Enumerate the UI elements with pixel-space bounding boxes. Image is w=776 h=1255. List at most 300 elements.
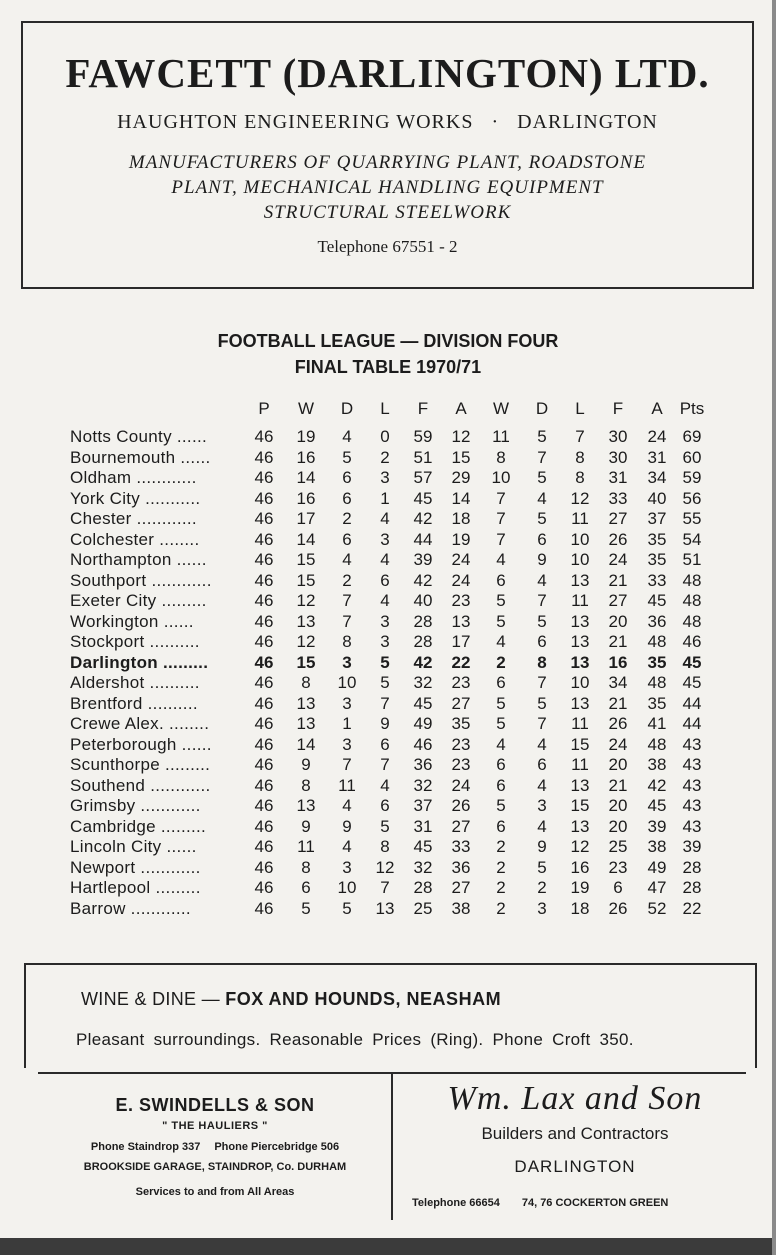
table-cell: 60 — [682, 447, 702, 467]
table-cell: 5 — [496, 796, 506, 815]
table-cell: 2 — [342, 509, 352, 528]
column-header: D — [535, 399, 549, 418]
table-cell: 46 — [254, 570, 274, 590]
table-cell: 5 — [301, 898, 311, 918]
table-row — [0, 714, 776, 734]
table-cell: 22 — [451, 652, 471, 672]
table-cell: 4 — [380, 550, 390, 569]
table-cell: 26 — [608, 714, 628, 733]
table-cell: 46 — [254, 898, 274, 918]
table-cell: 11 — [571, 509, 589, 528]
table-cell: 35 — [647, 652, 667, 672]
table-cell: 5 — [537, 468, 547, 487]
table-cell: 7 — [537, 591, 547, 610]
table-row — [0, 796, 776, 816]
column-header: L — [575, 399, 585, 418]
team-name: Southend ............ — [70, 775, 211, 795]
table-cell: 46 — [254, 447, 274, 467]
team-name: Workington ...... — [70, 611, 194, 631]
table-row — [0, 755, 776, 775]
table-cell: 26 — [608, 529, 628, 549]
table-cell: 43 — [682, 796, 702, 815]
table-cell: 41 — [647, 714, 667, 733]
table-cell: 45 — [682, 652, 702, 672]
team-name: Brentford .......... — [70, 693, 198, 713]
table-cell: 8 — [496, 447, 506, 467]
column-header: F — [612, 399, 624, 418]
table-cell: 42 — [413, 570, 433, 590]
table-cell: 40 — [413, 591, 433, 610]
table-cell: 44 — [413, 529, 433, 549]
table-cell: 13 — [570, 816, 590, 836]
table-cell: 5 — [496, 611, 506, 631]
table-cell: 3 — [380, 632, 390, 651]
table-cell: 24 — [608, 734, 628, 754]
table-cell: 46 — [254, 693, 274, 713]
table-cell: 12 — [570, 837, 590, 856]
table-cell: 10 — [337, 673, 357, 692]
table-cell: 26 — [608, 898, 628, 918]
column-header: A — [651, 399, 663, 418]
table-cell: 12 — [375, 857, 395, 877]
table-cell: 35 — [647, 529, 667, 549]
swindells-phone-2: Phone Piercebridge 506 — [214, 1141, 340, 1153]
table-cell: 15 — [451, 447, 471, 467]
table-cell: 7 — [496, 488, 506, 508]
table-cell: 9 — [301, 816, 311, 836]
table-cell: 25 — [608, 837, 628, 856]
table-cell: 13 — [570, 652, 590, 672]
table-cell: 46 — [254, 488, 274, 508]
table-cell: 59 — [682, 468, 702, 487]
table-cell: 59 — [413, 427, 433, 446]
table-cell: 4 — [342, 427, 352, 446]
table-cell: 6 — [342, 488, 352, 508]
table-cell: 5 — [380, 652, 390, 672]
table-cell: 2 — [537, 878, 547, 897]
fawcett-products-line2: PLANT, MECHANICAL HANDLING EQUIPMENT — [171, 177, 604, 198]
team-name: Stockport .......... — [70, 632, 200, 651]
table-row — [0, 694, 776, 714]
table-cell: 46 — [254, 652, 274, 672]
team-name: Colchester ........ — [70, 529, 200, 549]
lax-town: DARLINGTON — [514, 1157, 636, 1176]
table-cell: 3 — [380, 611, 390, 631]
table-cell: 13 — [296, 714, 316, 733]
wine-dine-title — [81, 989, 501, 1010]
table-cell: 36 — [647, 611, 667, 631]
table-cell: 5 — [380, 673, 390, 692]
table-row — [0, 448, 776, 468]
table-cell: 28 — [413, 632, 433, 651]
table-cell: 6 — [537, 529, 547, 549]
table-cell: 4 — [537, 775, 547, 795]
table-cell: 14 — [296, 734, 316, 754]
table-cell: 5 — [537, 427, 547, 446]
table-cell: 32 — [413, 857, 433, 877]
table-cell: 45 — [647, 591, 667, 610]
table-cell: 5 — [537, 693, 547, 713]
league-subtitle: FINAL TABLE 1970/71 — [294, 357, 482, 377]
fawcett-products — [23, 150, 752, 225]
table-cell: 8 — [380, 837, 390, 856]
table-row — [0, 858, 776, 878]
table-cell: 42 — [413, 509, 433, 528]
table-cell: 5 — [496, 714, 506, 733]
table-cell: 10 — [570, 529, 590, 549]
table-row — [0, 612, 776, 632]
table-cell: 3 — [380, 468, 390, 487]
column-header: Pts — [679, 399, 705, 418]
team-name: Crewe Alex. ........ — [70, 714, 210, 733]
table-cell: 30 — [608, 427, 628, 446]
table-cell: 8 — [342, 632, 352, 651]
table-cell: 23 — [451, 734, 471, 754]
table-cell: 24 — [451, 570, 471, 590]
table-cell: 6 — [537, 755, 547, 774]
table-cell: 4 — [537, 488, 547, 508]
table-row — [0, 735, 776, 755]
table-cell: 6 — [380, 796, 390, 815]
table-cell: 20 — [608, 816, 628, 836]
table-cell: 5 — [496, 693, 506, 713]
table-cell: 44 — [682, 693, 702, 713]
table-cell: 7 — [342, 611, 352, 631]
table-cell: 13 — [296, 693, 316, 713]
table-cell: 2 — [342, 570, 352, 590]
table-cell: 30 — [608, 447, 628, 467]
table-cell: 2 — [496, 652, 506, 672]
table-cell: 46 — [254, 611, 274, 631]
table-cell: 3 — [537, 796, 547, 815]
table-cell: 6 — [496, 775, 506, 795]
table-cell: 56 — [682, 488, 702, 508]
table-cell: 45 — [647, 796, 667, 815]
table-cell: 13 — [375, 898, 395, 918]
table-cell: 12 — [451, 427, 471, 446]
table-cell: 3 — [537, 898, 547, 918]
table-row — [0, 571, 776, 591]
team-name: Oldham ............ — [70, 468, 197, 487]
table-cell: 7 — [537, 447, 547, 467]
table-cell: 6 — [301, 878, 311, 897]
table-cell: 4 — [380, 775, 390, 795]
league-title: FOOTBALL LEAGUE — DIVISION FOUR — [217, 331, 559, 351]
table-cell: 11 — [297, 837, 315, 856]
table-cell: 45 — [413, 837, 433, 856]
swindells-phones — [40, 1141, 390, 1153]
table-cell: 43 — [682, 734, 702, 754]
team-name: Bournemouth ...... — [70, 447, 211, 467]
column-header: W — [297, 399, 315, 418]
wine-dine-tagline: Pleasant surroundings. Reasonable Prices (Ring). Phone Croft 350. — [76, 1030, 634, 1049]
lax-telephone: Telephone 66654 — [412, 1197, 500, 1209]
team-name: Cambridge ......... — [70, 816, 207, 836]
table-cell: 46 — [254, 796, 274, 815]
table-cell: 51 — [413, 447, 433, 467]
table-cell: 11 — [338, 775, 356, 795]
table-cell: 6 — [496, 673, 506, 692]
table-cell: 48 — [682, 611, 702, 631]
table-cell: 21 — [608, 775, 628, 795]
table-cell: 7 — [537, 673, 547, 692]
page-edge-shadow — [0, 1238, 776, 1255]
table-cell: 9 — [537, 550, 547, 569]
table-cell: 14 — [451, 488, 471, 508]
table-cell: 15 — [296, 570, 316, 590]
table-row — [0, 550, 776, 570]
table-cell: 13 — [570, 632, 590, 651]
fawcett-telephone: Telephone 67551 - 2 — [317, 237, 458, 256]
table-cell: 13 — [451, 611, 471, 631]
table-cell: 45 — [413, 693, 433, 713]
table-cell: 38 — [647, 837, 667, 856]
fawcett-products-line3: STRUCTURAL STEELWORK — [263, 202, 512, 223]
swindells-phone-1: Phone Staindrop 337 — [90, 1141, 201, 1153]
table-cell: 6 — [342, 468, 352, 487]
table-row — [0, 632, 776, 652]
table-row — [0, 509, 776, 529]
table-cell: 5 — [342, 898, 352, 918]
table-cell: 28 — [682, 857, 702, 877]
table-cell: 46 — [254, 714, 274, 733]
table-cell: 15 — [570, 796, 590, 815]
table-cell: 36 — [413, 755, 433, 774]
table-cell: 48 — [647, 673, 667, 692]
table-row — [0, 530, 776, 550]
table-cell: 7 — [575, 427, 585, 446]
table-cell: 19 — [570, 878, 590, 897]
table-cell: 39 — [413, 550, 433, 569]
table-cell: 7 — [380, 755, 390, 774]
table-cell: 23 — [451, 755, 471, 774]
table-cell: 9 — [380, 714, 390, 733]
table-cell: 13 — [570, 570, 590, 590]
column-header: W — [492, 399, 510, 418]
table-cell: 27 — [451, 693, 471, 713]
table-cell: 29 — [451, 468, 471, 487]
team-name: Scunthorpe ......... — [70, 755, 211, 774]
table-cell: 4 — [496, 734, 506, 754]
table-cell: 25 — [413, 898, 433, 918]
fawcett-town: DARLINGTON — [517, 111, 658, 133]
table-cell: 47 — [647, 878, 667, 897]
table-cell: 9 — [301, 755, 311, 774]
table-cell: 31 — [647, 447, 667, 467]
table-cell: 46 — [254, 878, 274, 897]
table-cell: 46 — [254, 755, 274, 774]
table-row — [0, 837, 776, 857]
column-header: F — [417, 399, 429, 418]
table-cell: 48 — [647, 632, 667, 651]
lax-name: Wm. Lax and Son — [447, 1080, 703, 1117]
table-cell: 3 — [342, 857, 352, 877]
table-cell: 44 — [682, 714, 702, 733]
table-cell: 19 — [296, 427, 316, 446]
table-cell: 32 — [413, 775, 433, 795]
team-name: Lincoln City ...... — [70, 837, 197, 856]
table-cell: 33 — [608, 488, 628, 508]
table-cell: 2 — [380, 447, 390, 467]
table-cell: 35 — [647, 550, 667, 569]
table-cell: 7 — [496, 529, 506, 549]
table-cell: 46 — [254, 857, 274, 877]
table-cell: 37 — [413, 796, 433, 815]
table-cell: 11 — [492, 427, 510, 446]
team-name: Chester ............ — [70, 509, 197, 528]
table-cell: 8 — [537, 652, 547, 672]
table-cell: 18 — [570, 898, 590, 918]
swindells-nickname: " THE HAULIERS " — [162, 1120, 268, 1132]
table-row — [0, 489, 776, 509]
table-cell: 16 — [608, 652, 628, 672]
wine-dine-venue: FOX AND HOUNDS, NEASHAM — [225, 989, 502, 1009]
table-cell: 39 — [682, 837, 702, 856]
team-name: Darlington ......... — [70, 652, 209, 672]
table-cell: 46 — [254, 775, 274, 795]
column-header: P — [258, 399, 270, 418]
table-cell: 13 — [296, 796, 316, 815]
table-cell: 46 — [254, 427, 274, 446]
table-cell: 2 — [496, 857, 506, 877]
table-cell: 27 — [608, 591, 628, 610]
table-cell: 6 — [380, 734, 390, 754]
table-cell: 38 — [451, 898, 471, 918]
table-row — [0, 817, 776, 837]
lax-contact — [412, 1197, 668, 1209]
table-cell: 13 — [296, 611, 316, 631]
fawcett-address — [23, 111, 752, 134]
lax-trade: Builders and Contractors — [481, 1124, 669, 1143]
table-row — [0, 427, 776, 447]
table-cell: 39 — [647, 816, 667, 836]
table-cell: 8 — [301, 857, 311, 877]
table-cell: 11 — [571, 714, 589, 733]
table-cell: 49 — [647, 857, 667, 877]
table-cell: 11 — [571, 755, 589, 774]
table-cell: 46 — [254, 591, 274, 610]
team-name: Barrow ............ — [70, 898, 191, 918]
table-cell: 13 — [570, 611, 590, 631]
table-cell: 27 — [451, 816, 471, 836]
table-cell: 6 — [496, 570, 506, 590]
table-cell: 6 — [496, 816, 506, 836]
table-cell: 26 — [451, 796, 471, 815]
table-cell: 46 — [254, 632, 274, 651]
table-cell: 8 — [575, 447, 585, 467]
table-cell: 17 — [451, 632, 471, 651]
wine-dine-advert — [24, 963, 757, 1068]
table-row — [0, 653, 776, 673]
table-cell: 52 — [647, 898, 667, 918]
table-cell: 24 — [647, 427, 667, 446]
table-cell: 46 — [254, 734, 274, 754]
table-cell: 16 — [296, 447, 316, 467]
table-cell: 24 — [608, 550, 628, 569]
table-cell: 14 — [296, 468, 316, 487]
table-cell: 51 — [682, 550, 702, 569]
table-cell: 10 — [570, 550, 590, 569]
table-cell: 28 — [413, 611, 433, 631]
table-cell: 7 — [537, 714, 547, 733]
team-name: Notts County ...... — [70, 427, 208, 446]
table-cell: 12 — [570, 488, 590, 508]
table-cell: 3 — [342, 693, 352, 713]
table-cell: 4 — [537, 816, 547, 836]
table-row — [0, 899, 776, 919]
table-cell: 57 — [413, 468, 433, 487]
table-cell: 15 — [296, 550, 316, 569]
table-cell: 4 — [537, 734, 547, 754]
table-cell: 28 — [682, 878, 702, 897]
table-cell: 1 — [380, 488, 390, 508]
table-cell: 37 — [647, 509, 667, 528]
table-cell: 10 — [337, 878, 357, 897]
table-row — [0, 878, 776, 898]
table-cell: 5 — [537, 509, 547, 528]
table-cell: 42 — [413, 652, 433, 672]
team-name: Grimsby ............ — [70, 796, 201, 815]
table-cell: 31 — [608, 468, 628, 487]
table-cell: 34 — [647, 468, 667, 487]
table-cell: 5 — [496, 591, 506, 610]
table-cell: 5 — [537, 857, 547, 877]
table-row — [0, 468, 776, 488]
table-cell: 4 — [342, 796, 352, 815]
table-cell: 48 — [647, 734, 667, 754]
table-cell: 48 — [682, 591, 702, 610]
table-cell: 33 — [647, 570, 667, 590]
column-header: A — [455, 399, 467, 418]
table-cell: 43 — [682, 755, 702, 774]
table-cell: 24 — [451, 775, 471, 795]
table-cell: 33 — [451, 837, 471, 856]
table-cell: 3 — [342, 652, 352, 672]
column-header: L — [380, 399, 390, 418]
swindells-services: Services to and from All Areas — [135, 1186, 295, 1198]
table-cell: 14 — [296, 529, 316, 549]
team-name: Peterborough ...... — [70, 734, 212, 754]
table-cell: 4 — [496, 550, 506, 569]
table-cell: 11 — [571, 591, 589, 610]
table-cell: 17 — [296, 509, 316, 528]
team-name: Hartlepool ......... — [70, 878, 201, 897]
table-cell: 6 — [380, 570, 390, 590]
table-cell: 16 — [570, 857, 590, 877]
table-cell: 12 — [296, 632, 316, 651]
table-cell: 43 — [682, 816, 702, 836]
table-cell: 9 — [537, 837, 547, 856]
table-cell: 3 — [380, 529, 390, 549]
table-cell: 54 — [682, 529, 702, 549]
table-cell: 7 — [342, 591, 352, 610]
table-cell: 55 — [682, 509, 702, 528]
table-cell: 45 — [413, 488, 433, 508]
table-cell: 20 — [608, 796, 628, 815]
table-cell: 49 — [413, 714, 433, 733]
table-cell: 46 — [254, 529, 274, 549]
table-cell: 24 — [451, 550, 471, 569]
table-cell: 4 — [380, 591, 390, 610]
table-cell: 46 — [682, 632, 702, 651]
table-cell: 3 — [342, 734, 352, 754]
table-cell: 18 — [451, 509, 471, 528]
table-cell: 5 — [537, 611, 547, 631]
table-cell: 40 — [647, 488, 667, 508]
table-cell: 4 — [342, 837, 352, 856]
table-cell: 15 — [296, 652, 316, 672]
table-cell: 36 — [451, 857, 471, 877]
